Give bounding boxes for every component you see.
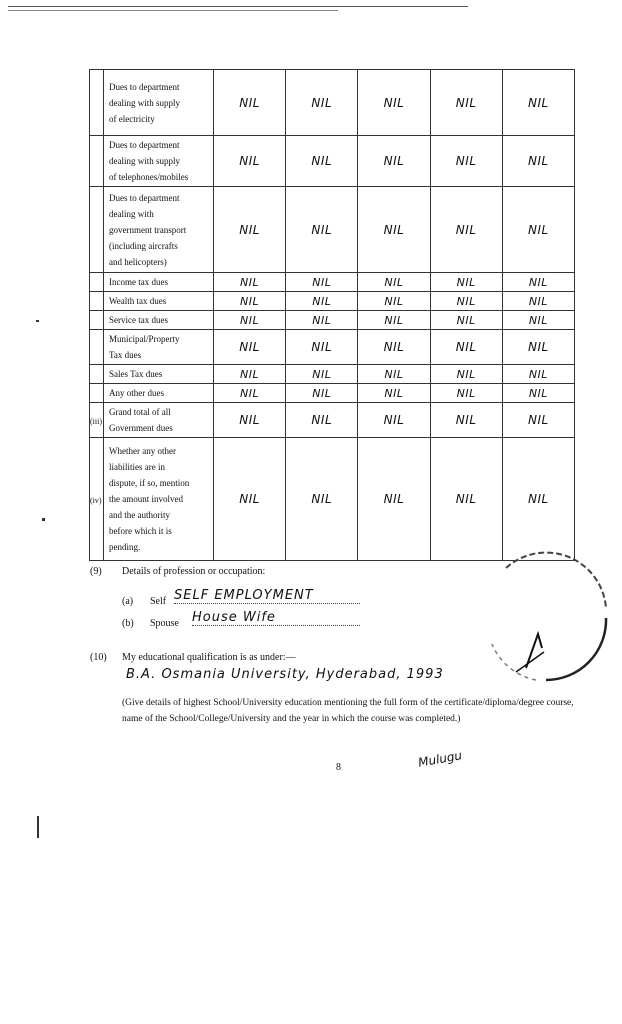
row-value-cell: NIL	[502, 365, 574, 384]
row-value-cell: NIL	[502, 403, 574, 438]
row-value-cell: NIL	[358, 330, 430, 365]
row-value-cell: NIL	[286, 187, 358, 273]
row-item-label	[104, 438, 214, 561]
row-value-cell: NIL	[502, 70, 574, 136]
table-row	[90, 384, 575, 403]
row-value-cell: NIL	[214, 311, 286, 330]
row-item-line: before which it is	[109, 526, 172, 536]
row-value-cell: NIL	[430, 311, 502, 330]
row-value-cell: NIL	[214, 136, 286, 187]
row-value-cell: NIL	[502, 384, 574, 403]
row-number: (iv)	[90, 438, 104, 561]
row-value-cell: NIL	[502, 330, 574, 365]
top-rule-secondary	[8, 10, 338, 11]
row-item-line: and helicopters)	[109, 256, 167, 267]
row-item-line: dealing with supply	[109, 97, 180, 108]
row-item-line: Service tax dues	[109, 315, 168, 325]
top-rule	[8, 6, 468, 7]
row-item-line: dealing with supply	[109, 156, 180, 166]
liabilities-table	[89, 69, 575, 561]
row-value-cell: NIL	[286, 365, 358, 384]
row-value-cell: NIL	[358, 384, 430, 403]
row-item-label	[104, 311, 214, 330]
table-row	[90, 365, 575, 384]
section-10-title: My educational qualification is as under:—	[122, 652, 296, 663]
spouse-label: Spouse	[150, 618, 179, 629]
row-value-cell: NIL	[286, 384, 358, 403]
row-value-cell: NIL	[214, 187, 286, 273]
row-value-cell: NIL	[358, 311, 430, 330]
row-value-cell: NIL	[286, 273, 358, 292]
table-row	[90, 438, 575, 561]
row-item-line: dispute, if so, mention	[109, 478, 190, 488]
row-number	[90, 384, 104, 403]
row-value-cell: NIL	[502, 292, 574, 311]
row-value-cell: NIL	[430, 273, 502, 292]
table-row	[90, 136, 575, 187]
row-item-line: and the authority	[109, 510, 170, 520]
row-item-line: Grand total of all	[109, 407, 171, 417]
table-row	[90, 187, 575, 273]
row-value-cell: NIL	[214, 292, 286, 311]
row-item-line: Whether any other	[109, 446, 176, 456]
row-value-cell: NIL	[430, 70, 502, 136]
row-value-cell: NIL	[358, 292, 430, 311]
row-value-cell: NIL	[430, 365, 502, 384]
row-value-cell: NIL	[358, 136, 430, 187]
row-value-cell: NIL	[214, 330, 286, 365]
row-item-line: Municipal/Property	[109, 334, 180, 344]
row-value-cell: NIL	[286, 403, 358, 438]
self-label: Self	[150, 596, 167, 607]
row-value-cell: NIL	[286, 330, 358, 365]
row-item-line: Income tax dues	[109, 277, 168, 287]
row-value-cell: NIL	[286, 136, 358, 187]
row-number	[90, 70, 104, 136]
row-item-line: (including aircrafts	[109, 240, 178, 251]
row-item-line: Dues to department	[109, 192, 180, 203]
official-stamp	[486, 548, 614, 688]
row-value-cell: NIL	[358, 70, 430, 136]
table-row	[90, 330, 575, 365]
row-item-line: Government dues	[109, 423, 173, 433]
row-item-line: dealing with	[109, 208, 154, 219]
row-item-line: Sales Tax dues	[109, 369, 163, 379]
signature: Mulugu	[417, 748, 464, 770]
row-number	[90, 273, 104, 292]
row-item-label	[104, 273, 214, 292]
row-item-line: of telephones/mobiles	[109, 172, 189, 182]
row-item-label	[104, 403, 214, 438]
row-number	[90, 187, 104, 273]
row-item-label	[104, 365, 214, 384]
row-value-cell: NIL	[430, 292, 502, 311]
row-item-line: the amount involved	[109, 494, 183, 504]
row-item-label	[104, 292, 214, 311]
row-value-cell: NIL	[286, 70, 358, 136]
row-value-cell: NIL	[286, 311, 358, 330]
table-row	[90, 292, 575, 311]
section-9-title: Details of profession or occupation:	[122, 566, 266, 577]
scan-artifact	[36, 320, 39, 322]
row-value-cell: NIL	[286, 438, 358, 561]
row-value-cell: NIL	[214, 70, 286, 136]
row-value-cell: NIL	[214, 403, 286, 438]
spouse-marker: (b)	[122, 618, 134, 629]
spouse-occupation-value: House Wife	[192, 610, 360, 626]
row-value-cell: NIL	[358, 438, 430, 561]
row-item-line: Dues to department	[109, 81, 180, 92]
row-item-label	[104, 136, 214, 187]
row-value-cell: NIL	[430, 136, 502, 187]
row-item-line: Wealth tax dues	[109, 296, 167, 306]
table-row	[90, 273, 575, 292]
row-item-line: liabilities are in	[109, 462, 165, 472]
row-item-line: of electricity	[109, 113, 155, 124]
table-row	[90, 311, 575, 330]
row-value-cell: NIL	[430, 330, 502, 365]
row-value-cell: NIL	[358, 273, 430, 292]
education-value: B.A. Osmania University, Hyderabad, 1993	[126, 667, 444, 682]
section-10-number: (10)	[90, 652, 107, 663]
row-item-line: Dues to department	[109, 140, 180, 150]
row-value-cell: NIL	[286, 292, 358, 311]
row-number	[90, 292, 104, 311]
row-value-cell: NIL	[430, 438, 502, 561]
row-item-line: pending.	[109, 542, 141, 552]
row-value-cell: NIL	[502, 438, 574, 561]
scan-artifact	[42, 518, 45, 521]
row-item-label	[104, 187, 214, 273]
row-number	[90, 311, 104, 330]
section-9-number: (9)	[90, 566, 102, 577]
row-number	[90, 136, 104, 187]
row-item-line: government transport	[109, 224, 187, 235]
row-value-cell: NIL	[214, 438, 286, 561]
row-value-cell: NIL	[358, 365, 430, 384]
row-value-cell: NIL	[214, 273, 286, 292]
row-item-label	[104, 384, 214, 403]
row-item-line: Any other dues	[109, 388, 164, 398]
row-item-line: Tax dues	[109, 350, 142, 360]
row-number: (iii)	[90, 403, 104, 438]
row-value-cell: NIL	[430, 403, 502, 438]
table-row	[90, 403, 575, 438]
row-value-cell: NIL	[430, 187, 502, 273]
row-value-cell: NIL	[358, 403, 430, 438]
row-value-cell: NIL	[214, 384, 286, 403]
row-value-cell: NIL	[502, 311, 574, 330]
row-number	[90, 330, 104, 365]
row-value-cell: NIL	[502, 187, 574, 273]
self-marker: (a)	[122, 596, 134, 607]
row-item-label	[104, 70, 214, 136]
row-value-cell: NIL	[502, 136, 574, 187]
self-occupation-value: SELF EMPLOYMENT	[174, 588, 360, 604]
row-value-cell: NIL	[214, 365, 286, 384]
education-instructions: (Give details of highest School/University education mentioning the full form of the certificate/diploma/degree course, name of the School/College/University and the year in which the course was completed.)	[122, 698, 574, 724]
row-value-cell: NIL	[358, 187, 430, 273]
table-row	[90, 70, 575, 136]
scan-artifact	[37, 816, 39, 838]
row-value-cell: NIL	[502, 273, 574, 292]
row-number	[90, 365, 104, 384]
row-value-cell: NIL	[430, 384, 502, 403]
row-item-label	[104, 330, 214, 365]
page-number: 8	[336, 762, 341, 773]
